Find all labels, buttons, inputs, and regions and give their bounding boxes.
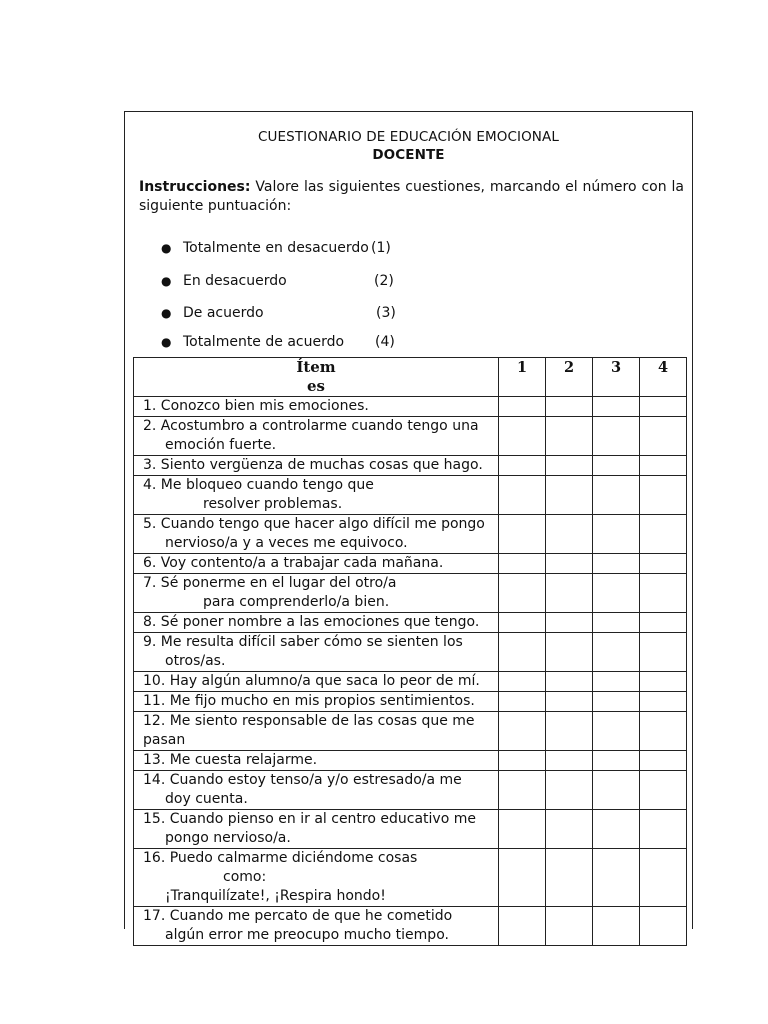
score-cell-2[interactable]: [546, 515, 593, 554]
score-cell-1[interactable]: [499, 476, 546, 515]
scale-item: [161, 334, 395, 350]
item-text-cell: [134, 907, 499, 946]
item-text: 4. Me bloqueo cuando tengo que: [143, 477, 374, 493]
score-cell-2[interactable]: [546, 810, 593, 849]
table-row: [134, 771, 687, 810]
item-text-continuation: algún error me preocupo mucho tiempo.: [165, 927, 449, 943]
score-cell-4[interactable]: [640, 672, 687, 692]
table-row: [134, 456, 687, 476]
table-row: [134, 672, 687, 692]
score-cell-2[interactable]: [546, 751, 593, 771]
score-column-header: 1: [499, 358, 546, 397]
table-row: [134, 515, 687, 554]
scale-label: Totalmente de acuerdo: [183, 334, 345, 350]
score-cell-3[interactable]: [593, 633, 640, 672]
score-cell-2[interactable]: [546, 554, 593, 574]
scale-item: [161, 240, 391, 256]
table-row: [134, 751, 687, 771]
score-cell-4[interactable]: [640, 907, 687, 946]
scale-value: (4): [375, 334, 395, 350]
item-text: 9. Me resulta difícil saber cómo se sienten los: [143, 634, 463, 650]
score-cell-2[interactable]: [546, 633, 593, 672]
score-cell-2[interactable]: [546, 771, 593, 810]
score-cell-1[interactable]: [499, 397, 546, 417]
score-cell-4[interactable]: [640, 771, 687, 810]
score-cell-3[interactable]: [593, 849, 640, 907]
score-cell-3[interactable]: [593, 712, 640, 751]
score-cell-4[interactable]: [640, 554, 687, 574]
bullet-icon: ●: [161, 335, 172, 349]
score-cell-4[interactable]: [640, 712, 687, 751]
score-cell-4[interactable]: [640, 692, 687, 712]
score-cell-4[interactable]: [640, 397, 687, 417]
item-text-continuation: pongo nervioso/a.: [165, 830, 291, 846]
score-cell-2[interactable]: [546, 712, 593, 751]
table-row: [134, 692, 687, 712]
item-text-cell: [134, 751, 499, 771]
item-text-cell: [134, 849, 499, 907]
item-text-continuation: doy cuenta.: [165, 791, 248, 807]
score-cell-4[interactable]: [640, 417, 687, 456]
item-text: 11. Me fijo mucho en mis propios sentimientos.: [143, 693, 475, 709]
score-cell-1[interactable]: [499, 554, 546, 574]
score-cell-3[interactable]: [593, 456, 640, 476]
item-text-cell: [134, 613, 499, 633]
score-cell-1[interactable]: [499, 417, 546, 456]
bullet-icon: ●: [161, 241, 172, 255]
scale-item: [161, 273, 394, 289]
table-row: [134, 633, 687, 672]
item-text-cell: [134, 771, 499, 810]
item-text-continuation: emoción fuerte.: [165, 437, 277, 453]
score-cell-1[interactable]: [499, 672, 546, 692]
table-row: [134, 476, 687, 515]
bullet-icon: ●: [161, 306, 172, 320]
table-header-row: [134, 358, 687, 397]
instructions-label: Instrucciones:: [139, 179, 251, 195]
score-column-header: 4: [640, 358, 687, 397]
item-text: 17. Cuando me percato de que he cometido: [143, 908, 453, 924]
item-text: 16. Puedo calmarme diciéndome cosas: [143, 850, 418, 866]
score-cell-4[interactable]: [640, 849, 687, 907]
item-text-cell: [134, 633, 499, 672]
item-text: 8. Sé poner nombre a las emociones que tengo.: [143, 614, 480, 630]
score-cell-1[interactable]: [499, 712, 546, 751]
score-cell-3[interactable]: [593, 751, 640, 771]
item-text-cell: [134, 672, 499, 692]
score-cell-2[interactable]: [546, 849, 593, 907]
item-text-cell: [134, 712, 499, 751]
score-cell-1[interactable]: [499, 907, 546, 946]
score-cell-1[interactable]: [499, 751, 546, 771]
item-text-cell: [134, 476, 499, 515]
score-cell-3[interactable]: [593, 554, 640, 574]
score-cell-2[interactable]: [546, 417, 593, 456]
score-cell-1[interactable]: [499, 849, 546, 907]
item-text-continuation: otros/as.: [165, 653, 226, 669]
score-cell-4[interactable]: [640, 456, 687, 476]
item-text-cell: [134, 417, 499, 456]
document-subtitle: DOCENTE: [372, 147, 445, 163]
score-cell-4[interactable]: [640, 810, 687, 849]
score-cell-3[interactable]: [593, 515, 640, 554]
table-row: [134, 417, 687, 456]
score-cell-1[interactable]: [499, 633, 546, 672]
score-cell-1[interactable]: [499, 613, 546, 633]
score-cell-1[interactable]: [499, 574, 546, 613]
score-cell-2[interactable]: [546, 574, 593, 613]
score-cell-3[interactable]: [593, 692, 640, 712]
score-cell-4[interactable]: [640, 574, 687, 613]
item-text-continuation: nervioso/a y a veces me equivoco.: [165, 535, 408, 551]
item-text: 6. Voy contento/a a trabajar cada mañana.: [143, 555, 444, 571]
table-row: [134, 397, 687, 417]
bullet-icon: ●: [161, 274, 172, 288]
score-column-header: 3: [593, 358, 640, 397]
score-cell-3[interactable]: [593, 613, 640, 633]
item-text-cell: [134, 574, 499, 613]
item-text: 10. Hay algún alumno/a que saca lo peor de mí.: [143, 673, 480, 689]
score-cell-4[interactable]: [640, 476, 687, 515]
table-row: [134, 554, 687, 574]
table-row: [134, 907, 687, 946]
item-text-cell: [134, 515, 499, 554]
item-text: 12. Me siento responsable de las cosas que me: [143, 713, 475, 729]
item-text-continuation: ¡Tranquilízate!, ¡Respira hondo!: [165, 888, 386, 904]
document-title: CUESTIONARIO DE EDUCACIÓN EMOCIONAL: [258, 129, 559, 145]
score-cell-3[interactable]: [593, 476, 640, 515]
scale-value: (2): [374, 273, 394, 289]
score-cell-3[interactable]: [593, 771, 640, 810]
score-cell-2[interactable]: [546, 397, 593, 417]
item-text-cell: [134, 692, 499, 712]
score-cell-3[interactable]: [593, 417, 640, 456]
table-row: [134, 849, 687, 907]
item-text-cell: [134, 554, 499, 574]
questionnaire-frame: [124, 111, 693, 943]
item-text-continuation: como:: [223, 869, 267, 885]
questionnaire-table: [133, 357, 687, 946]
scale-label: De acuerdo: [183, 305, 264, 321]
score-cell-1[interactable]: [499, 810, 546, 849]
score-cell-1[interactable]: [499, 456, 546, 476]
item-text-continuation: resolver problemas.: [203, 496, 343, 512]
score-cell-3[interactable]: [593, 672, 640, 692]
score-cell-3[interactable]: [593, 907, 640, 946]
score-cell-3[interactable]: [593, 574, 640, 613]
score-cell-3[interactable]: [593, 397, 640, 417]
score-cell-4[interactable]: [640, 633, 687, 672]
table-row: [134, 712, 687, 751]
item-text: 13. Me cuesta relajarme.: [143, 752, 318, 768]
item-text-cell: [134, 456, 499, 476]
scale-label: En desacuerdo: [183, 273, 287, 289]
item-text: 1. Conozco bien mis emociones.: [143, 398, 369, 414]
score-cell-2[interactable]: [546, 672, 593, 692]
item-text: 5. Cuando tengo que hacer algo difícil me pongo: [143, 516, 485, 532]
instructions-text: Valore las siguientes cuestiones, marcando el número con la siguiente puntuación:: [139, 179, 684, 214]
items-column-header: Ítem es: [134, 358, 499, 397]
item-text-cell: [134, 397, 499, 417]
scale-item: [161, 305, 396, 321]
score-cell-4[interactable]: [640, 613, 687, 633]
item-text: 7. Sé ponerme en el lugar del otro/a: [143, 575, 397, 591]
item-text: 15. Cuando pienso en ir al centro educativo me: [143, 811, 476, 827]
score-column-header: 2: [546, 358, 593, 397]
item-text-continuation: pasan: [143, 732, 186, 748]
score-cell-2[interactable]: [546, 476, 593, 515]
item-text-cell: [134, 810, 499, 849]
table-row: [134, 574, 687, 613]
item-text: 2. Acostumbro a controlarme cuando tengo una: [143, 418, 479, 434]
score-cell-2[interactable]: [546, 456, 593, 476]
table-row: [134, 810, 687, 849]
instructions-paragraph: [139, 178, 684, 216]
score-cell-1[interactable]: [499, 771, 546, 810]
item-text: 14. Cuando estoy tenso/a y/o estresado/a me: [143, 772, 462, 788]
score-cell-2[interactable]: [546, 613, 593, 633]
scale-value: (1): [371, 240, 391, 256]
item-text-continuation: para comprenderlo/a bien.: [203, 594, 390, 610]
score-cell-1[interactable]: [499, 692, 546, 712]
table-row: [134, 613, 687, 633]
score-cell-1[interactable]: [499, 515, 546, 554]
score-cell-3[interactable]: [593, 810, 640, 849]
score-cell-2[interactable]: [546, 692, 593, 712]
score-cell-2[interactable]: [546, 907, 593, 946]
score-cell-4[interactable]: [640, 751, 687, 771]
score-cell-4[interactable]: [640, 515, 687, 554]
scale-value: (3): [376, 305, 396, 321]
item-text: 3. Siento vergüenza de muchas cosas que hago.: [143, 457, 483, 473]
scale-label: Totalmente en desacuerdo: [183, 240, 369, 256]
